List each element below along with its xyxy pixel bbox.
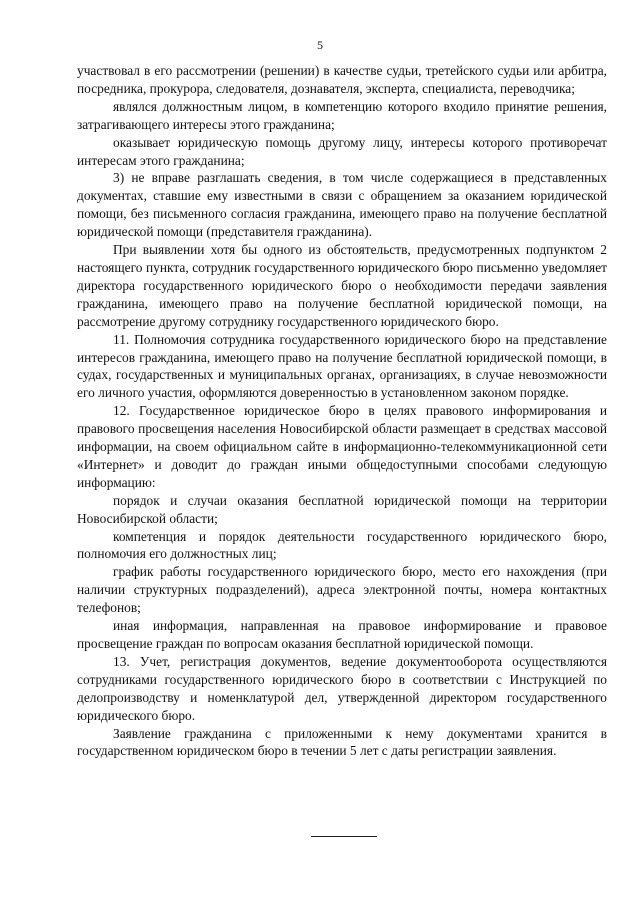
paragraph-info-competence: компетенция и порядок деятельности государственного юридического бюро, полномочия его должностных лиц;: [77, 528, 607, 562]
paragraph-item-13: 13. Учет, регистрация документов, ведение документооборота осуществляются сотрудниками государственного юридического бюро в соответствии с Инструкцией по делопроизводству и номенклатурой дел, утвержденной директором государственного юридического бюро.: [77, 653, 607, 723]
page-number: 5: [317, 38, 323, 52]
paragraph-nondisclosure: 3) не вправе разглашать сведения, в том числе содержащиеся в представленных документах, ставшие ему известными в связи с обращением за оказанием юридической помощи, без письменного согласия гражданина, имеющего право на получение бесплатной юридической помощи (представителя гражданина).: [77, 170, 607, 240]
paragraph-storage: Заявление гражданина с приложенными к нему документами хранится в государственном юридическом бюро в течении 5 лет с даты регистрации заявления.: [77, 725, 607, 759]
paragraph-official-competence: являлся должностным лицом, в компетенцию которого входило принятие решения, затрагивающего интересы этого гражданина;: [77, 98, 607, 132]
paragraph-item-12: 12. Государственное юридическое бюро в целях правового информирования и правового просвещения населения Новосибирской области размещает в средствах массовой информации, на своем официальном сайте в информационно-телекоммуникационной сети «Интернет» и доводит до граждан иными общедоступными способами следующую информацию:: [77, 403, 607, 490]
document-body: [77, 62, 607, 760]
paragraph-judge-roles: участвовал в его рассмотрении (решении) в качестве судьи, третейского судьи или арбитра, посредника, прокурора, следователя, дознавателя, эксперта, специалиста, переводчика;: [77, 63, 607, 96]
paragraph-info-other: иная информация, направленная на правовое информирование и правовое просвещение граждан по вопросам оказания бесплатной юридической помощи.: [77, 618, 607, 651]
end-separator-line: [311, 836, 377, 837]
paragraph-item-11: 11. Полномочия сотрудника государственного юридического бюро на представление интересов гражданина, имеющего право на получение бесплатной юридической помощи, в судах, государственных и муниципальных органах, организациях, в случае невозможности его личного участия, оформляются доверенностью в установленном законом порядке.: [77, 331, 607, 401]
paragraph-info-schedule: график работы государственного юридического бюро, место его нахождения (при наличии структурных подразделений), адреса электронной почты, номера контактных телефонов;: [77, 564, 607, 616]
paragraph-conflict-of-interest: оказывает юридическую помощь другому лицу, интересы которого противоречат интересам этого гражданина;: [77, 134, 607, 168]
paragraph-circumstances-notice: При выявлении хотя бы одного из обстоятельств, предусмотренных подпунктом 2 настоящего пункта, сотрудник государственного юридического бюро письменно уведомляет директора государственного юридического бюро о необходимости передачи заявления гражданина, имеющего право на получение бесплатной юридической помощи, на рассмотрение другому сотруднику государственного юридического бюро.: [77, 242, 607, 329]
paragraph-info-procedure: порядок и случаи оказания бесплатной юридической помощи на территории Новосибирской области;: [77, 492, 607, 526]
